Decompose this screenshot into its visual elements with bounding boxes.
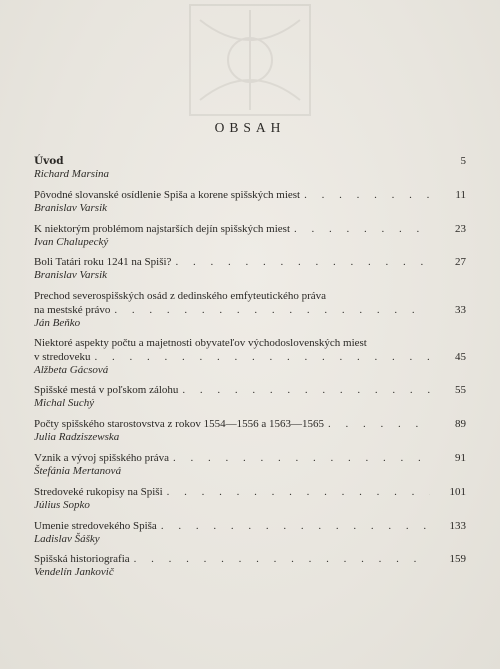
leader-dots	[304, 188, 430, 202]
toc-entry-page: 133	[449, 519, 466, 532]
toc-entry-title: Úvod	[34, 155, 64, 167]
toc-entry-page: 101	[449, 485, 466, 498]
show-through-ornament	[180, 0, 320, 120]
toc-entry	[34, 289, 466, 330]
toc-entry-page: 11	[455, 188, 466, 201]
toc-entry-title-row	[34, 519, 466, 533]
toc-entry-author: Richard Marsina	[34, 168, 110, 180]
toc-entry	[34, 188, 466, 215]
toc-entry-title-row	[34, 188, 466, 202]
toc-entry	[34, 552, 466, 579]
toc-entry-title: Pôvodné slovanské osídlenie Spiša a korene spišských miest	[34, 188, 301, 201]
toc-entry	[34, 417, 466, 444]
toc-entry-author: Alžbeta Gácsová	[34, 363, 109, 376]
toc-entry-title: v stredoveku	[34, 350, 91, 363]
page-heading: OBSAH	[214, 120, 286, 135]
toc-entry-author: Ján Beňko	[34, 317, 81, 330]
toc-entry-title: na mestské právo	[34, 304, 111, 317]
toc-entry-title: Boli Tatári roku 1241 na Spiši?	[34, 256, 172, 269]
toc-entry-author: Vendelín Jankovič	[34, 566, 114, 579]
leader-dots	[294, 222, 430, 236]
leader-dots	[134, 552, 430, 566]
toc-entry-title: Spišské mestá v poľskom zálohu	[34, 384, 179, 397]
toc-entry-title-row	[34, 485, 466, 499]
leader-dots	[175, 255, 430, 269]
toc-entry-author: Ladislav Šášky	[34, 532, 100, 545]
toc-entry-title-line: Prechod severospišských osád z dedinského emfyteutického práva	[34, 290, 327, 303]
toc-entry-author: Július Sopko	[34, 498, 90, 511]
toc-entry-title-row	[34, 350, 466, 364]
toc-entry-author: Ivan Chalupecký	[34, 235, 109, 248]
toc-entry-author: Štefánia Mertanová	[34, 464, 122, 477]
toc-entry	[34, 519, 466, 546]
table-of-contents	[34, 154, 466, 586]
toc-entry-author: Julia Radziszewska	[34, 431, 120, 444]
toc-entry-title: Stredoveké rukopisy na Spiši	[34, 485, 163, 498]
toc-entry-title-row	[34, 255, 466, 269]
toc-entry-title-line: Niektoré aspekty počtu a majetnosti obyvateľov východoslovenských miest	[34, 336, 367, 349]
toc-entry	[34, 451, 466, 478]
toc-entry-title-row	[34, 154, 466, 168]
toc-entry-title-row	[34, 417, 466, 431]
leader-dots	[173, 451, 430, 465]
toc-entry-page: 33	[455, 304, 466, 317]
toc-entry-page: 55	[455, 384, 466, 397]
toc-entry	[34, 485, 466, 512]
toc-entry-title: Vznik a vývoj spišského práva	[34, 451, 170, 464]
toc-entry-title: Počty spišského starostovstva z rokov 1554—1556 a 1563—1565	[34, 418, 324, 431]
toc-entry	[34, 255, 466, 282]
toc-entry-title-row	[34, 383, 466, 397]
toc-entry-page: 5	[460, 155, 466, 167]
toc-entry-author: Branislav Varsik	[34, 269, 108, 282]
toc-entry-title-row	[34, 552, 466, 566]
leader-dots	[114, 303, 430, 317]
leader-dots	[182, 383, 430, 397]
leader-dots	[95, 350, 430, 364]
toc-entry	[34, 222, 466, 249]
toc-entry-title: K niektorým problémom najstarších dejín spišských miest	[34, 222, 291, 235]
toc-entry-author: Michal Suchý	[34, 397, 95, 410]
leader-dots	[167, 485, 430, 499]
toc-entry-page: 89	[455, 418, 466, 431]
toc-entry-page: 23	[455, 222, 466, 235]
toc-entry-page: 45	[455, 350, 466, 363]
leader-dots	[328, 417, 430, 431]
toc-entry-page: 27	[455, 256, 466, 269]
toc-entry-title-row	[34, 222, 466, 236]
toc-entry	[34, 336, 466, 377]
toc-entry-author: Branislav Varsik	[34, 201, 108, 214]
leader-dots	[161, 519, 430, 533]
toc-entry-page: 91	[455, 451, 466, 464]
toc-entry	[34, 383, 466, 410]
toc-entry-title: Umenie stredovekého Spiša	[34, 519, 157, 532]
toc-entry	[34, 154, 466, 181]
toc-entry-title-row	[34, 303, 466, 317]
toc-entry-title: Spišská historiografia	[34, 553, 130, 566]
toc-entry-page: 159	[449, 553, 466, 566]
toc-entry-title-row	[34, 451, 466, 465]
